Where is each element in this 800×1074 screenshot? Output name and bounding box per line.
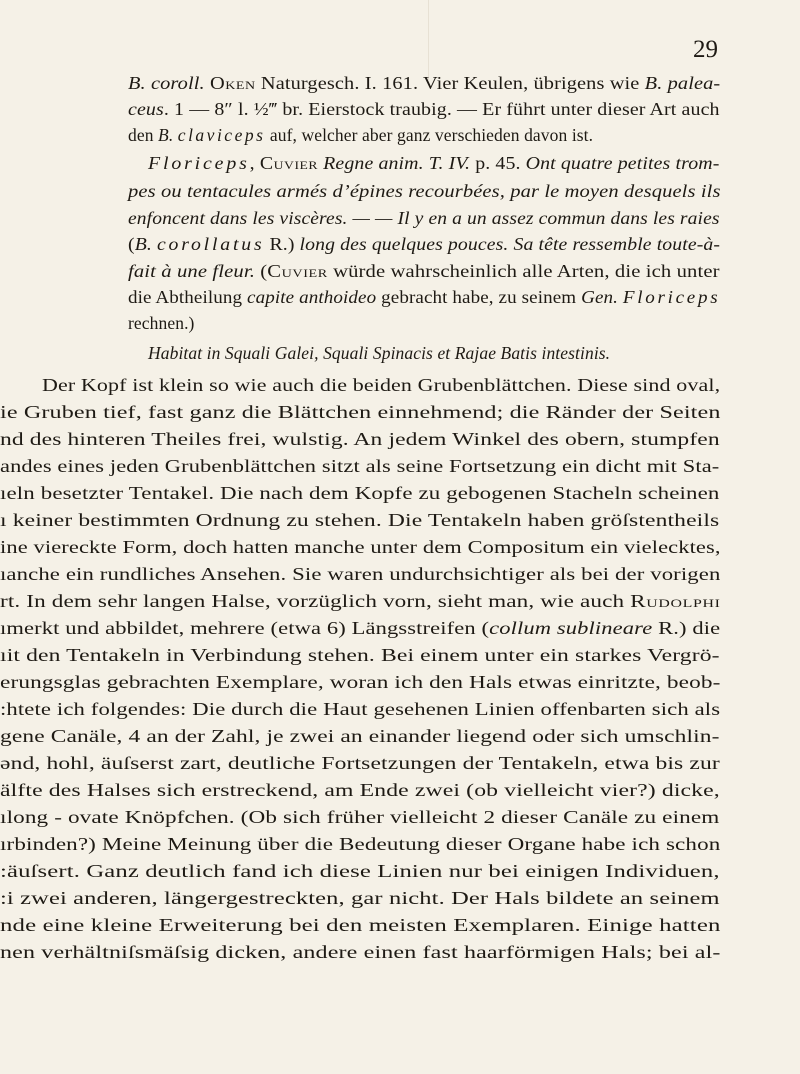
text-line [0,644,720,666]
text-line [148,152,719,174]
text-line [148,342,610,364]
text-segment: corollatus [156,234,265,254]
text-segment: R.) die [652,618,721,638]
text-segment: Der Kopf ist klein so wie auch die beiden Grubenblättchen. Diese sind oval, [42,375,721,395]
text-line [128,124,593,146]
text-line [128,180,721,202]
text-segment: rechnen.) [128,313,195,333]
text-segment: ənd, hohl, äuſserst zart, deutliche Fortsetzungen der Tentakeln, etwa bis zur [0,753,720,773]
text-segment: nen verhältniſsmäſsig dicken, andere einen fast haarförmigen Hals; bei al- [0,942,721,962]
text-line [0,914,721,936]
text-segment: gebracht habe, zu seinem [376,287,582,307]
text-line [128,72,720,94]
text-segment: Ont quatre petites trom- [525,153,720,173]
text-segment: B. [134,234,157,254]
text-segment: älfte des Halses sich erstreckend, am Ende zwei (ob vielleicht vier?) dicke, [0,780,720,800]
text-segment: ılong - ovate Knöpfchen. (Ob sich früher vielleicht 2 dieser Canäle zu einem [0,807,720,827]
text-segment: enfoncent dans les viscères. — — Il y en a un assez commun dans les raies [128,208,720,228]
text-line [0,833,720,855]
text-line [0,563,720,585]
text-segment: Floriceps [148,153,250,173]
text-segment: :htete ich folgendes: Die durch die Haut gesehenen Linien offenbarten sich als [0,699,721,719]
text-line [0,698,720,720]
text-line [128,286,720,308]
text-segment: ıit den Tentakeln in Verbindung stehen. Bei einem unter ein starkes Vergrö- [0,645,720,665]
text-segment: Habitat in Squali Galei, Squali Spinacis et Rajae Batis intestinis. [148,343,611,363]
text-segment: B. palea- [644,73,721,93]
text-segment: Regne anim. T. IV. [323,153,471,173]
text-line [0,509,719,531]
text-segment: gene Canäle, 4 an der Zahl, je zwei an einander liegend oder sich umschlin- [0,726,720,746]
text-segment: die Abtheilung [128,287,248,307]
text-segment: ie Gruben tief, fast ganz die Blättchen einnehmend; die Ränder der Seiten [0,402,721,422]
text-segment: Rudolphi [630,591,721,611]
text-line [0,941,721,963]
text-line [0,725,720,747]
text-segment: würde wahrscheinlich alle Arten, die ich unter [327,261,720,281]
text-segment: Cuvier [267,261,328,281]
text-line [0,779,720,801]
text-segment: p. 45. [470,153,526,173]
text-segment: ine viereckte Form, doch hatten manche unter dem Compositum ein vielecktes, [0,537,721,557]
text-line [0,887,720,909]
text-line [128,98,720,120]
text-segment: erungsglas gebrachten Exemplare, woran ich den Hals etwas einritzte, beob- [0,672,721,692]
text-line [128,233,720,255]
text-line [0,671,721,693]
text-segment: Naturgesch. I. 161. Vier Keulen, übrigens wie [255,73,645,93]
text-segment: collum sublineare [489,618,653,638]
text-segment: pes ou tentacules armés d’épines recourbées, par le moyen desquels ils [128,181,721,201]
text-segment: nde eine kleine Erweiterung bei den meisten Exemplaren. Einige hatten [0,915,721,935]
text-segment: ( [254,261,268,281]
text-line [0,455,719,477]
text-segment: Floriceps [622,287,721,307]
text-segment: B. [158,125,178,145]
text-segment: nd des hinteren Theiles frei, wulstig. An jedem Winkel des obern, stumpfen [0,429,720,449]
text-segment: :i zwei anderen, längergestreckten, gar nicht. Der Hals bildete an seinem [0,888,720,908]
text-line [0,617,720,639]
text-segment: fait à une fleur. [128,261,255,281]
text-line [0,482,719,504]
text-line [0,590,721,612]
text-line [128,312,194,334]
text-segment: ımerkt und abbildet, mehrere (etwa 6) Längsstreifen ( [0,618,490,638]
paper-crease [428,0,429,80]
text-segment: claviceps [177,125,266,145]
text-segment: long des quelques pouces. Sa tête ressemble toute-à- [299,234,721,254]
text-segment: rt. In dem sehr langen Halse, vorzüglich vorn, sieht man, wie auch [0,591,631,611]
text-line [0,752,720,774]
text-segment: auf, welcher aber ganz verschieden davon ist. [265,125,594,145]
text-segment: , [249,153,260,173]
text-segment: Cuvier [259,153,319,173]
text-segment: Oken [209,73,256,93]
text-segment: ( [128,234,135,254]
text-segment: den [128,125,159,145]
text-line [128,207,720,229]
text-segment: . 1 — 8″ l. ½‴ br. Eierstock traubig. — Er führt unter dieser Art auch [163,99,720,119]
text-segment: ı keiner bestimmten Ordnung zu stehen. Die Tentakeln haben gröſstentheils [0,510,720,530]
text-segment: andes eines jeden Grubenblättchen sitzt als seine Fortsetzung ein dicht mit Sta- [0,456,720,476]
text-segment: :äuſsert. Ganz deutlich fand ich diese Linien nur bei einigen Individuen, [0,861,720,881]
text-segment: ıanche ein rundliches Ansehen. Sie waren undurchsichtiger als bei der vorigen [0,564,721,584]
text-segment: B. coroll. [128,73,210,93]
text-segment: capite anthoideo [247,287,377,307]
text-segment: ıeln besetzter Tentakel. Die nach dem Kopfe zu gebogenen Stacheln scheinen [0,483,720,503]
text-line [0,860,720,882]
text-line [0,401,721,423]
text-segment: ceus [128,99,164,119]
text-segment: ırbinden?) Meine Meinung über die Bedeutung dieser Organe habe ich schon [0,834,721,854]
text-line [0,428,720,450]
page-number: 29 [693,36,718,63]
text-line [0,536,721,558]
text-line [128,260,720,282]
text-line [42,374,720,396]
text-segment: R.) [264,234,300,254]
text-segment: Gen. [581,287,623,307]
text-line [0,806,719,828]
